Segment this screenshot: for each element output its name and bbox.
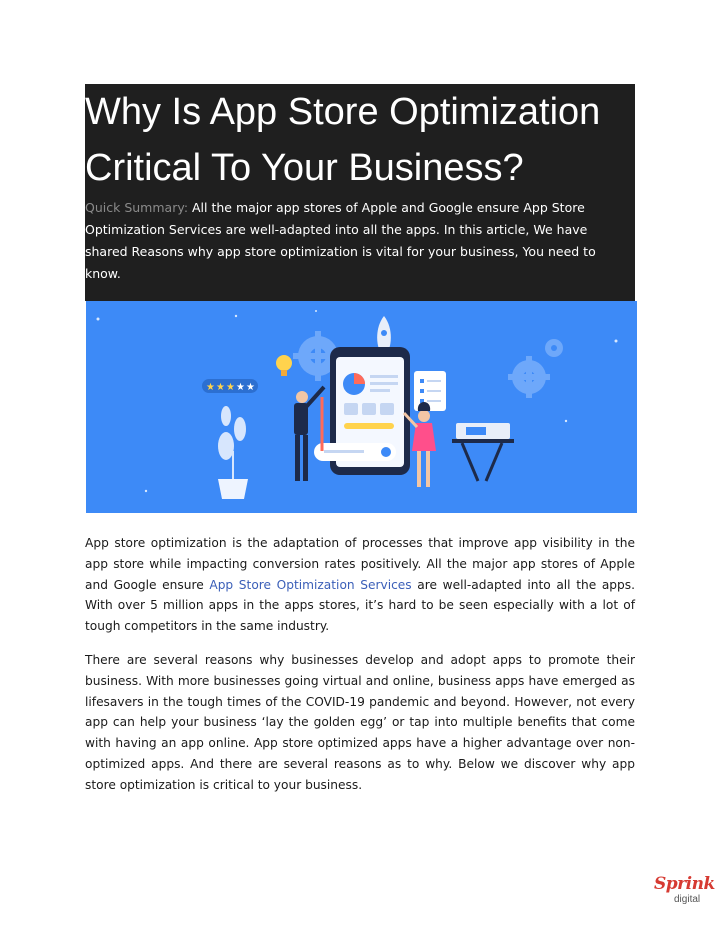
gear-icon bbox=[545, 339, 563, 357]
aso-illustration-graphic bbox=[86, 301, 637, 513]
quick-summary-label: Quick Summary: bbox=[85, 200, 189, 215]
svg-text:★: ★ bbox=[216, 382, 225, 393]
rating-stars bbox=[202, 379, 258, 393]
svg-text:★: ★ bbox=[206, 382, 215, 393]
page-title-line-2: Critical To Your Business? bbox=[85, 147, 524, 189]
paragraph-1 bbox=[85, 533, 635, 637]
paragraph-1-text-b: are well-adapted into all the apps. With over 5 million apps in the apps stores, it’s hard to be seen especially with a lot of tough competitors in the same industry. bbox=[85, 577, 635, 634]
paragraph-2: There are several reasons why businesses develop and adopt apps to promote their business. With more businesses going virtual and online, business apps have emerged as lifesavers in the tough times of the COVID-19 pandemic and beyond. However, not every app can help your business ‘lay the golden egg’ or tap into multiple benefits that come with having an app online. App store optimized apps have a higher advantage over non-optimized apps. And there are several reasons as to why. Below we discover why app store optimization is critical to your business. bbox=[85, 652, 635, 792]
quick-summary bbox=[85, 197, 625, 285]
paragraph-1-text-a: App store optimization is the adaptation of processes that improve app visibility in the app store while impacting conversion rates positively. All the major app stores of Apple and Google ensure bbox=[85, 536, 635, 592]
article-body bbox=[85, 533, 635, 809]
page-title bbox=[85, 84, 635, 196]
checklist-graphic bbox=[414, 371, 446, 411]
svg-text:★: ★ bbox=[226, 382, 235, 393]
page-title-line-1: Why Is App Store Optimization bbox=[85, 91, 601, 133]
sprink-digital-logo bbox=[652, 874, 715, 910]
logo-subtitle: digital bbox=[674, 894, 701, 905]
svg-text:★: ★ bbox=[236, 382, 245, 393]
search-bar-graphic bbox=[314, 443, 396, 461]
aso-services-link[interactable]: App Store Optimization Services bbox=[209, 577, 412, 592]
desk-graphic bbox=[452, 423, 514, 481]
logo-wordmark: Sprink bbox=[654, 874, 715, 894]
hero-illustration bbox=[86, 301, 637, 513]
gear-icon bbox=[508, 356, 550, 398]
lightbulb-icon bbox=[276, 355, 292, 376]
hero-banner bbox=[85, 84, 635, 301]
quick-summary-text: All the major app stores of Apple and Google ensure App Store Optimization Services are well-adapted into all the apps. In this article, We have shared Reasons why app store optimization is vital for your business, You need to know. bbox=[85, 200, 596, 281]
svg-text:★: ★ bbox=[246, 382, 255, 393]
plant-decoration bbox=[218, 406, 248, 499]
man-figure bbox=[294, 387, 324, 481]
